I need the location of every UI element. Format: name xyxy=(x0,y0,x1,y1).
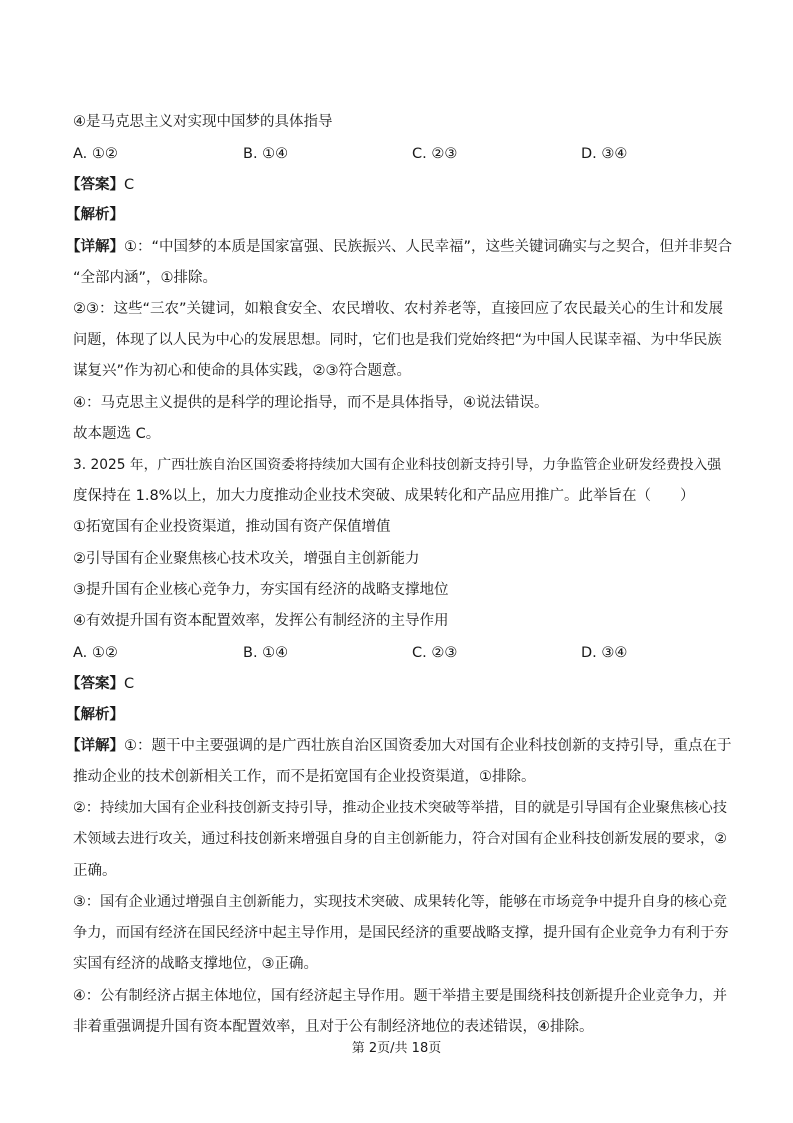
answer-value: C xyxy=(124,676,135,692)
analysis-tag: 【解析】 xyxy=(66,207,124,223)
q2-option-d: D. ③④ xyxy=(581,146,628,162)
q3-stem-line-2: 度保持在 1.8%以上，加大力度推动企业技术突破、成果转化和产品应用推广。此举旨在（ ） xyxy=(73,488,695,504)
q3-detail-line-1 xyxy=(66,736,731,756)
page-number: 第 2页/共 18页 xyxy=(351,1041,442,1056)
q3-option-c: C. ②③ xyxy=(412,645,458,661)
q3-stem-line-1: 3. 2025 年，广西壮族自治区国资委将持续加大国有企业科技创新支持引导，力争监管企业研发经费投入强 xyxy=(73,457,722,473)
answer-tag: 【答案】 xyxy=(66,676,124,692)
q3-detail-line-7: 争力，而国有经济在国民经济中起主导作用，是国民经济的重要战略支撑，提升国有企业竞争力有利于夯 xyxy=(73,925,729,941)
answer-tag: 【答案】 xyxy=(66,177,124,193)
q2-detail-line-1 xyxy=(66,237,731,257)
q2-option-b: B. ①④ xyxy=(243,146,289,162)
q3-option-d: D. ③④ xyxy=(581,645,628,661)
analysis-tag: 【解析】 xyxy=(66,707,124,723)
detail-text: ①：“中国梦的本质是国家富强、民族振兴、人民幸福”，这些关键词确实与之契合，但并非契合 xyxy=(124,239,733,255)
q3-detail-line-10: 非着重强调提升国有资本配置效率，且对于公有制经济地位的表述错误，④排除。 xyxy=(73,1019,594,1035)
q3-detail-line-8: 实国有经济的战略支撑地位，③正确。 xyxy=(73,956,318,972)
q2-conclusion: 故本题选 C。 xyxy=(73,426,161,442)
q3-item-2: ②引导国有企业聚焦核心技术攻关，增强自主创新能力 xyxy=(73,551,420,567)
q3-detail-line-9: ④：公有制经济占据主体地位，国有经济起主导作用。题干举措主要是围绕科技创新提升企业竞争力，并 xyxy=(73,988,728,1004)
q3-option-b: B. ①④ xyxy=(243,645,289,661)
q2-detail-line-4: 问题，体现了以人民为中心的发展思想。同时，它们也是我们党始终把“为中国人民谋幸福、为中华民族 xyxy=(73,332,722,348)
q2-detail-line-5: 谋复兴”作为初心和使命的具体实践，②③符合题意。 xyxy=(73,363,412,379)
q3-item-4: ④有效提升国有资本配置效率，发挥公有制经济的主导作用 xyxy=(73,613,449,629)
q2-analysis-tag xyxy=(66,205,731,225)
q3-item-1: ①拓宽国有企业投资渠道，推动国有资产保值增值 xyxy=(73,519,391,535)
q3-detail-line-6: ③：国有企业通过增强自主创新能力，实现技术突破、成果转化等，能够在市场竞争中提升自身的核心竞 xyxy=(73,894,728,910)
q2-detail-line-2: “全部内涵”，①排除。 xyxy=(73,270,218,286)
q2-item-4: ④是马克思主义对实现中国梦的具体指导 xyxy=(73,114,333,130)
q3-detail-line-3: ②：持续加大国有企业科技创新支持引导，推动企业技术突破等举措，目的就是引导国有企业聚焦核心技 xyxy=(73,800,728,816)
q3-item-3: ③提升国有企业核心竞争力，夯实国有经济的战略支撑地位 xyxy=(73,582,449,598)
detail-text: ①：题干中主要强调的是广西壮族自治区国资委加大对国有企业科技创新的支持引导，重点在于 xyxy=(124,738,732,754)
detail-tag: 【详解】 xyxy=(66,239,124,255)
q3-analysis-tag xyxy=(66,705,731,725)
q2-option-a: A. ①② xyxy=(73,146,118,162)
q3-option-a: A. ①② xyxy=(73,645,118,661)
q3-answer xyxy=(66,674,731,694)
answer-value: C xyxy=(124,177,135,193)
q2-detail-line-6: ④：马克思主义提供的是科学的理论指导，而不是具体指导，④说法错误。 xyxy=(73,395,549,411)
q2-option-c: C. ②③ xyxy=(412,146,458,162)
q3-detail-line-4: 术领域去进行攻关，通过科技创新来增强自身的自主创新能力，符合对国有企业科技创新发展的要求，② xyxy=(73,831,728,847)
q2-answer xyxy=(66,175,731,195)
q2-detail-line-3: ②③：这些“三农”关键词，如粮食安全、农民增收、农村养老等，直接回应了农民最关心的生计和发展 xyxy=(73,301,724,317)
q3-detail-line-2: 推动企业的技术创新相关工作，而不是拓宽国有企业投资渠道，①排除。 xyxy=(73,769,536,785)
q3-detail-line-5: 正确。 xyxy=(73,863,117,879)
detail-tag: 【详解】 xyxy=(66,738,124,754)
